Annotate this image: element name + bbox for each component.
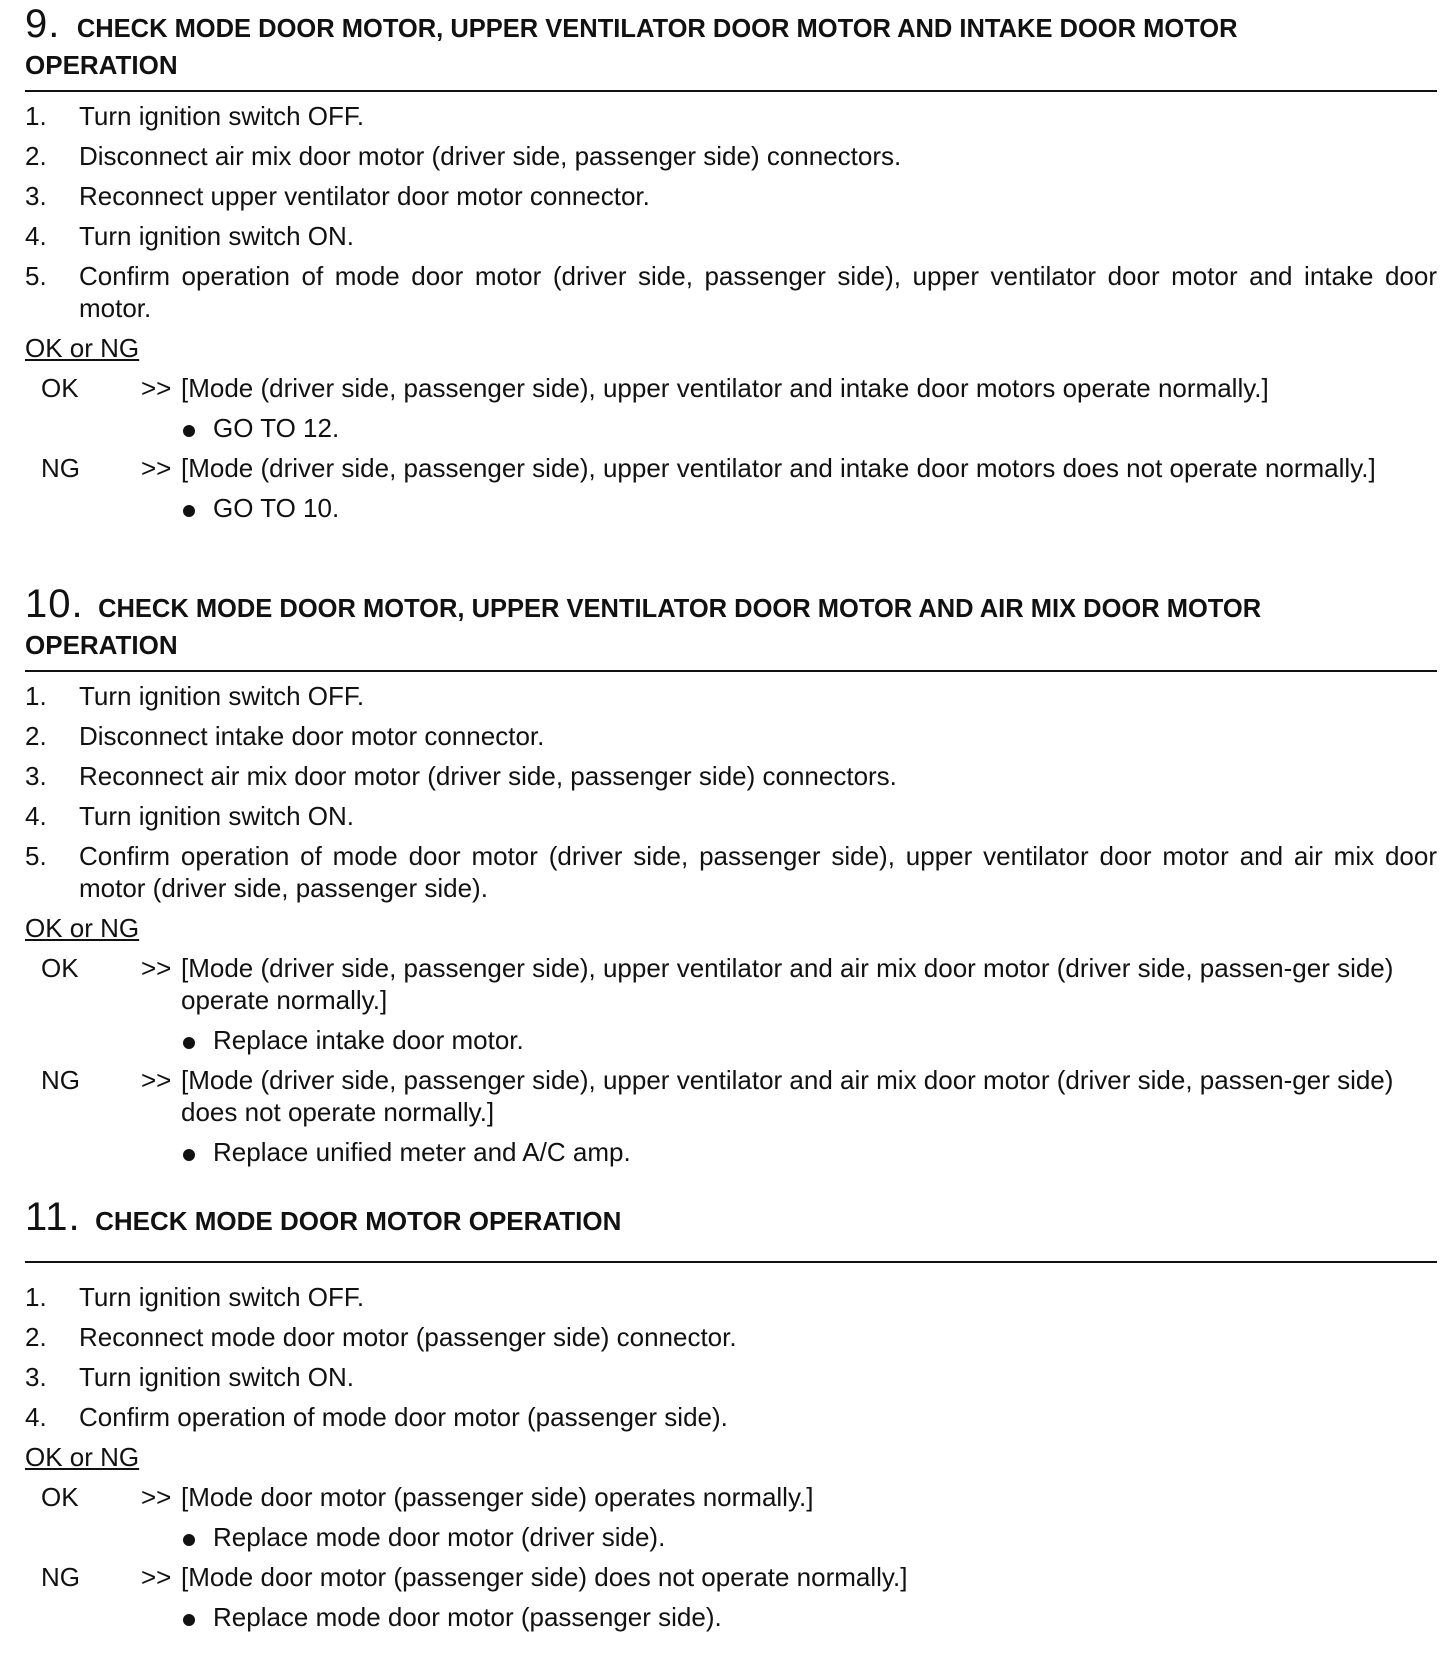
bullet-icon: [183, 425, 195, 437]
section-9: [25, 4, 1437, 532]
section-title-continued: OPERATION: [25, 50, 178, 80]
section-11: [25, 1197, 1437, 1641]
bullet-icon: [183, 1037, 195, 1049]
step-number: 5.: [25, 261, 47, 291]
step-text: Turn ignition switch ON.: [79, 801, 355, 831]
step-text: Confirm operation of mode door motor (passenger side).: [79, 1402, 728, 1432]
section-10: [25, 584, 1437, 1176]
step-number: 1.: [25, 1282, 47, 1312]
step-number: 2.: [25, 141, 47, 171]
action-text: Replace unified meter and A/C amp.: [213, 1137, 631, 1167]
step-number: 3.: [25, 181, 47, 211]
bullet-icon: [183, 505, 195, 517]
ng-result: [25, 1561, 1437, 1593]
step: [25, 140, 1437, 172]
step-number: 4.: [25, 1402, 47, 1432]
step-number: 3.: [25, 761, 47, 791]
ok-result: [25, 952, 1437, 1016]
step-text: Turn ignition switch OFF.: [79, 101, 365, 131]
result-text: [Mode door motor (passenger side) does not operate normally.]: [181, 1562, 908, 1592]
bullet-icon: [183, 1149, 195, 1161]
step: [25, 260, 1437, 324]
ng-action: [25, 1136, 1437, 1168]
result-text: [Mode (driver side, passenger side), upper ventilator and intake door motors does not operate normally.]: [181, 453, 1376, 483]
section-title: CHECK MODE DOOR MOTOR, UPPER VENTILATOR DOOR MOTOR AND AIR MIX DOOR MOTOR: [98, 595, 1262, 623]
ng-label: NG: [41, 453, 80, 483]
ng-result: [25, 1064, 1437, 1128]
step: [25, 100, 1437, 132]
section-title-continued: OPERATION: [25, 630, 178, 660]
bullet-icon: [183, 1534, 195, 1546]
step-text: Turn ignition switch OFF.: [79, 681, 365, 711]
ng-label: NG: [41, 1562, 80, 1592]
step-text: Turn ignition switch ON.: [79, 221, 355, 251]
section-header: [25, 584, 1437, 672]
step-text: Reconnect mode door motor (passenger side) connector.: [79, 1322, 737, 1352]
step: [25, 1401, 1437, 1433]
action-text: Replace intake door motor.: [213, 1025, 524, 1055]
section-number: 10.: [25, 582, 84, 626]
step-text: Confirm operation of mode door motor (driver side, passenger side), upper ventilator door motor and air mix door motor (driver side, passenger side).: [79, 841, 1437, 903]
arrow: >>: [141, 373, 172, 403]
step-text: Reconnect air mix door motor (driver side, passenger side) connectors.: [79, 761, 897, 791]
action-text: Replace mode door motor (driver side).: [213, 1522, 666, 1552]
ok-action: [25, 1521, 1437, 1553]
step-number: 4.: [25, 221, 47, 251]
step-text: Confirm operation of mode door motor (driver side, passenger side), upper ventilator door motor and intake door motor.: [79, 261, 1437, 323]
section-header: [25, 4, 1437, 92]
ok-result: [25, 372, 1437, 404]
ok-or-ng-heading: OK or NG: [25, 1442, 140, 1472]
bullet-icon: [183, 1614, 195, 1626]
result-text: [Mode (driver side, passenger side), upper ventilator and air mix door motor (driver side, passen-ger side) operate normally.]: [181, 953, 1394, 1015]
step: [25, 220, 1437, 252]
action-text: Replace mode door motor (passenger side).: [213, 1602, 722, 1632]
step: [25, 1321, 1437, 1353]
section-header: [25, 1197, 1437, 1263]
ng-action: [25, 492, 1437, 524]
arrow: >>: [141, 953, 172, 983]
step: [25, 760, 1437, 792]
step: [25, 1361, 1437, 1393]
section-title: CHECK MODE DOOR MOTOR OPERATION: [95, 1206, 622, 1236]
step-number: 1.: [25, 681, 47, 711]
step: [25, 1281, 1437, 1313]
ng-action: [25, 1601, 1437, 1633]
result-text: [Mode (driver side, passenger side), upper ventilator and air mix door motor (driver side, passen-ger side) does not operate normally.]: [181, 1065, 1394, 1127]
ng-result: [25, 452, 1437, 484]
ok-or-ng-heading: OK or NG: [25, 913, 140, 943]
step-number: 2.: [25, 1322, 47, 1352]
step: [25, 840, 1437, 904]
ok-label: OK: [41, 1482, 79, 1512]
section-title: CHECK MODE DOOR MOTOR, UPPER VENTILATOR DOOR MOTOR AND INTAKE DOOR MOTOR: [76, 15, 1238, 43]
ok-result: [25, 1481, 1437, 1513]
step-number: 1.: [25, 101, 47, 131]
step-text: Turn ignition switch OFF.: [79, 1282, 365, 1312]
step-number: 5.: [25, 841, 47, 871]
ok-label: OK: [41, 373, 79, 403]
section-number: 11.: [25, 1195, 81, 1239]
step-text: Disconnect intake door motor connector.: [79, 721, 545, 751]
step-text: Reconnect upper ventilator door motor connector.: [79, 181, 650, 211]
step: [25, 800, 1437, 832]
ok-or-ng-heading: OK or NG: [25, 333, 140, 363]
step: [25, 180, 1437, 212]
step: [25, 720, 1437, 752]
ng-label: NG: [41, 1065, 80, 1095]
step-text: Disconnect air mix door motor (driver side, passenger side) connectors.: [79, 141, 902, 171]
result-text: [Mode door motor (passenger side) operates normally.]: [181, 1482, 814, 1512]
step-text: Turn ignition switch ON.: [79, 1362, 355, 1392]
ok-action: [25, 412, 1437, 444]
arrow: >>: [141, 1482, 172, 1512]
action-link[interactable]: GO TO 12.: [213, 413, 340, 443]
section-number: 9.: [25, 2, 61, 46]
step-number: 4.: [25, 801, 47, 831]
step-number: 2.: [25, 721, 47, 751]
result-text: [Mode (driver side, passenger side), upper ventilator and intake door motors operate normally.]: [181, 373, 1269, 403]
arrow: >>: [141, 1065, 172, 1095]
arrow: >>: [141, 453, 172, 483]
action-link[interactable]: GO TO 10.: [213, 493, 340, 523]
arrow: >>: [141, 1562, 172, 1592]
ok-action: [25, 1024, 1437, 1056]
ok-label: OK: [41, 953, 79, 983]
step-number: 3.: [25, 1362, 47, 1392]
step: [25, 680, 1437, 712]
